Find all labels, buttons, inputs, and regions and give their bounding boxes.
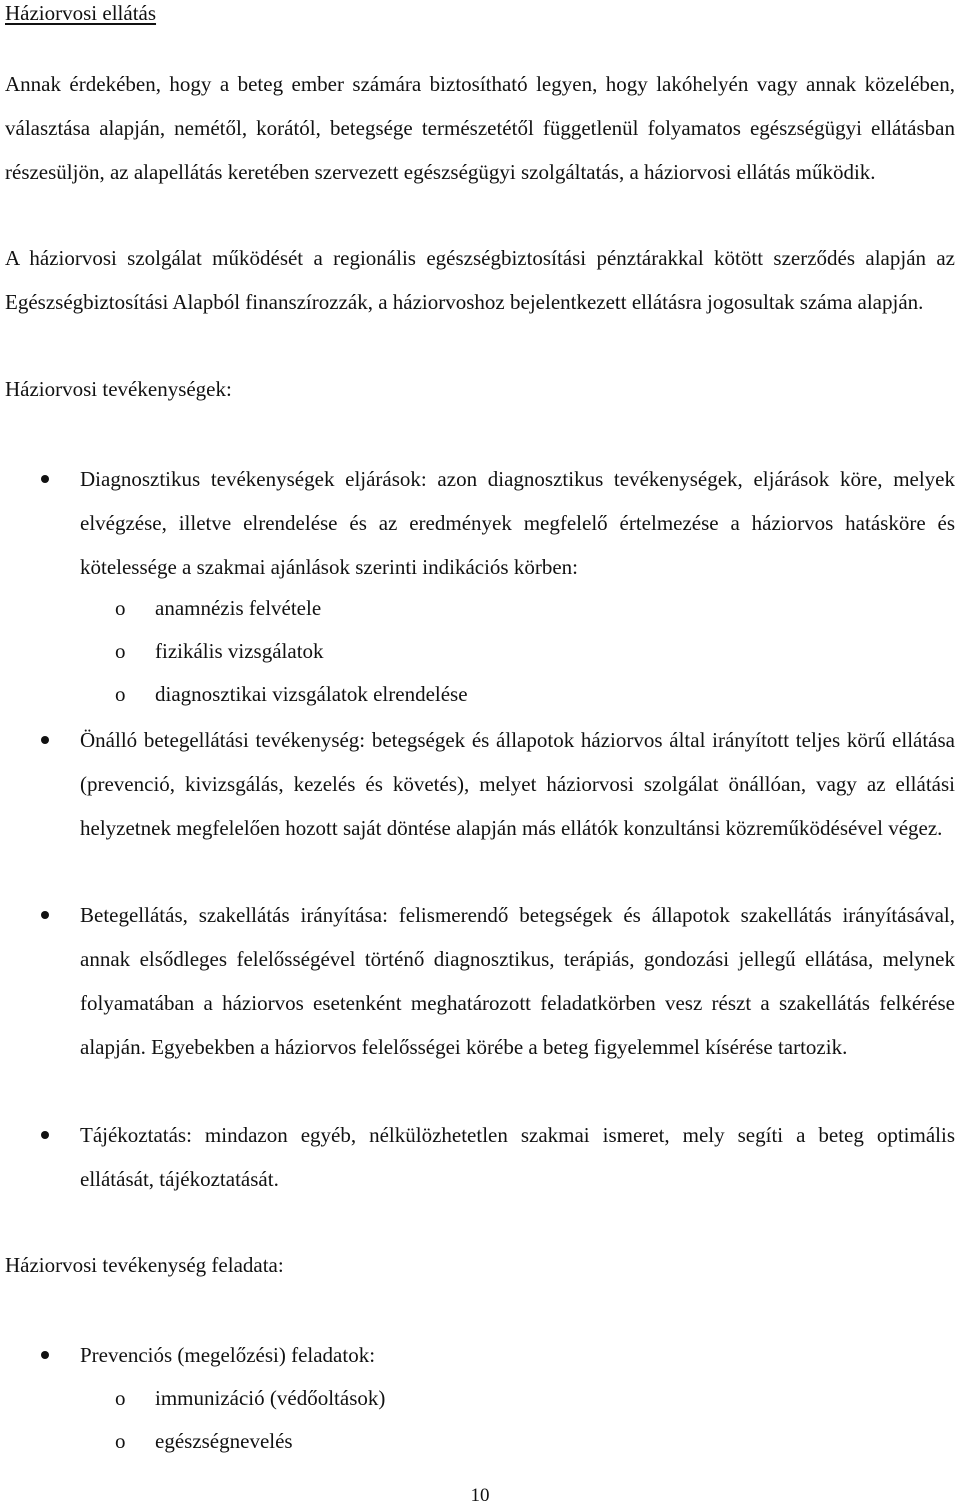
list-item-text: Prevenciós (megelőzési) feladatok: — [80, 1343, 376, 1367]
financing-paragraph: A háziorvosi szolgálat működését a regionális egészségbiztosítási pénztárakkal kötött szerződés alapján az Egészségbiztosítási Alapból finanszírozzák, a háziorvoshoz bejelentkezett ellátásra jogosultak száma alapján. — [5, 246, 955, 314]
bullet-icon — [41, 736, 49, 744]
sub-list-item-text: fizikális vizsgálatok — [155, 639, 324, 663]
sub-list-item-text: immunizáció (védőoltások) — [155, 1386, 386, 1410]
bullet-icon — [41, 911, 49, 919]
list-item-text: Tájékoztatás: mindazon egyéb, nélkülözhetetlen szakmai ismeret, mely segíti a beteg optimális ellátását, tájékoztatását. — [80, 1123, 955, 1191]
bullet-icon — [41, 475, 49, 483]
circle-bullet-icon: o — [115, 1429, 126, 1453]
page-title: Háziorvosi ellátás — [5, 1, 157, 25]
bullet-icon — [41, 1351, 49, 1359]
page-number: 10 — [470, 1485, 490, 1506]
list-item-text: Betegellátás, szakellátás irányítása: felismerendő betegségek és állapotok szakellátás irányításával, annak elsődleges felelősségével történő diagnosztikus, terápiás, gondozási jellegű ellátása, melynek folyamatában a háziorvos esetenként meghatározott feladatkörben vesz részt a szakellátás felkérése alapján. Egyebekben a háziorvos felelősségei körébe a beteg figyelemmel kísérése tartozik. — [80, 903, 955, 1059]
tasks-heading: Háziorvosi tevékenység feladata: — [5, 1253, 284, 1277]
sub-list-item-text: diagnosztikai vizsgálatok elrendelése — [155, 682, 468, 706]
circle-bullet-icon: o — [115, 639, 126, 663]
bullet-icon — [41, 1131, 49, 1139]
circle-bullet-icon: o — [115, 682, 126, 706]
sub-list-item-text: anamnézis felvétele — [155, 596, 322, 620]
circle-bullet-icon: o — [115, 596, 126, 620]
circle-bullet-icon: o — [115, 1386, 126, 1410]
sub-list-item-text: egészségnevelés — [155, 1429, 293, 1453]
list-item-text: Diagnosztikus tevékenységek eljárások: azon diagnosztikus tevékenységek, eljárások köre, melyek elvégzése, illetve elrendelése és az eredmények megfelelő értelmezése a háziorvos hatásköre és kötelessége a szakmai ajánlások szerinti indikációs körben: — [80, 467, 955, 579]
activities-heading: Háziorvosi tevékenységek: — [5, 377, 232, 401]
list-item-text: Önálló betegellátási tevékenység: betegségek és állapotok háziorvos által irányított teljes körű ellátása (prevenció, kivizsgálás, kezelés és követés), melyet háziorvosi szolgálat önállóan, vagy az ellátási helyzetnek megfelelően hozott saját döntése alapján más ellátók konzultánsi közreműködésével végez. — [80, 728, 955, 840]
intro-paragraph: Annak érdekében, hogy a beteg ember számára biztosítható legyen, hogy lakóhelyén vagy annak közelében, választása alapján, nemétől, korától, betegsége természetétől függetlenül folyamatos egészségügyi ellátásban részesüljön, az alapellátás keretében szervezett egészségügyi szolgáltatás, a háziorvosi ellátás működik. — [5, 72, 955, 184]
